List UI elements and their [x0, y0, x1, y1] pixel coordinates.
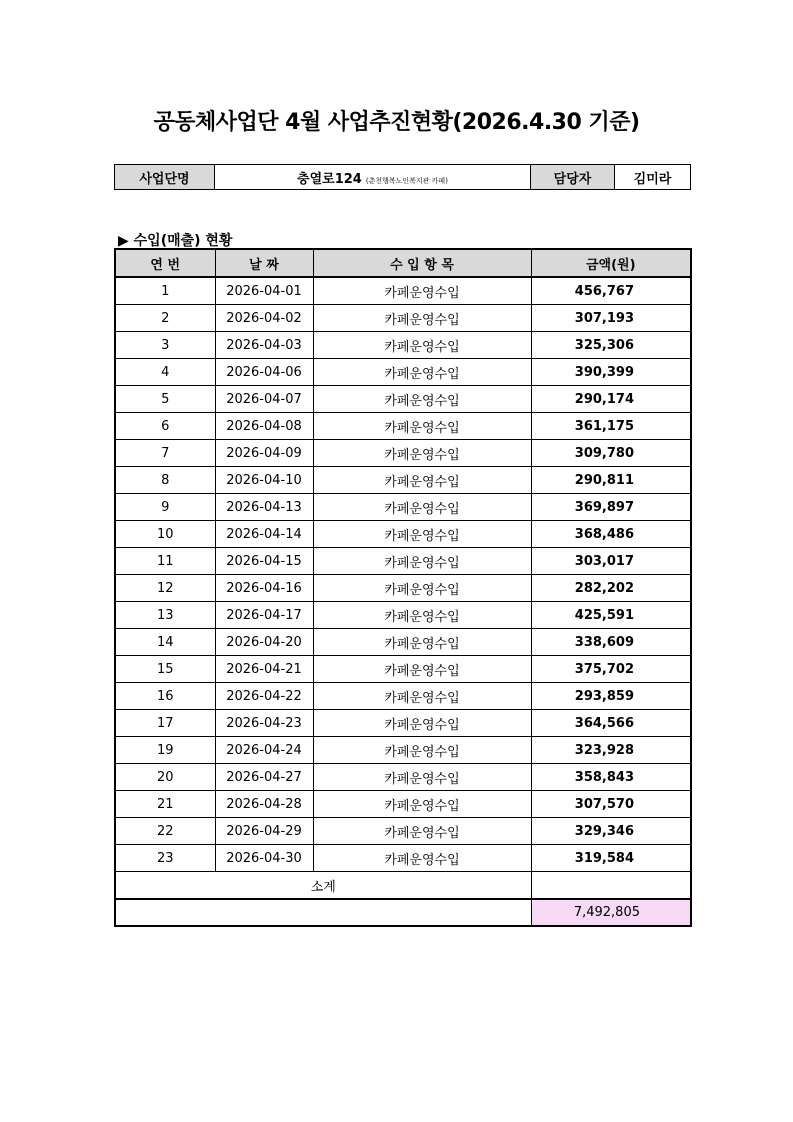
- row-number: 12: [115, 575, 215, 602]
- table-row: [115, 656, 691, 683]
- row-amount: 358,843: [531, 764, 691, 791]
- section-title: ▶ 수입(매출) 현황: [118, 233, 233, 249]
- row-date: 2026-04-10: [215, 467, 313, 494]
- row-amount: 282,202: [531, 575, 691, 602]
- row-date: 2026-04-03: [215, 332, 313, 359]
- row-amount: 303,017: [531, 548, 691, 575]
- table-row: [115, 602, 691, 629]
- manager-name: 김미라: [615, 165, 691, 190]
- row-amount: 290,811: [531, 467, 691, 494]
- table-row: [115, 575, 691, 602]
- row-number: 20: [115, 764, 215, 791]
- org-name-cell: [215, 165, 531, 190]
- manager-label: 담당자: [531, 165, 615, 190]
- row-amount: 369,897: [531, 494, 691, 521]
- row-item: 카페운영수입: [313, 359, 531, 386]
- row-item: 카페운영수입: [313, 791, 531, 818]
- row-number: 9: [115, 494, 215, 521]
- row-number: 15: [115, 656, 215, 683]
- table-row: [115, 845, 691, 872]
- total-label: [115, 899, 531, 926]
- row-number: 4: [115, 359, 215, 386]
- table-body: [115, 277, 691, 872]
- table-row: [115, 791, 691, 818]
- row-item: 카페운영수입: [313, 413, 531, 440]
- row-date: 2026-04-29: [215, 818, 313, 845]
- table-row: [115, 386, 691, 413]
- table-row: [115, 305, 691, 332]
- table-row: [115, 521, 691, 548]
- row-item: 카페운영수입: [313, 548, 531, 575]
- row-number: 3: [115, 332, 215, 359]
- revenue-table: [114, 248, 692, 927]
- row-item: 카페운영수입: [313, 845, 531, 872]
- row-date: 2026-04-22: [215, 683, 313, 710]
- row-amount: 309,780: [531, 440, 691, 467]
- row-amount: 368,486: [531, 521, 691, 548]
- total-amount: 7,492,805: [531, 899, 691, 926]
- table-row: [115, 494, 691, 521]
- row-date: 2026-04-23: [215, 710, 313, 737]
- row-amount: 319,584: [531, 845, 691, 872]
- row-item: 카페운영수입: [313, 737, 531, 764]
- table-row: [115, 332, 691, 359]
- row-item: 카페운영수입: [313, 440, 531, 467]
- header-item: 수 입 항 목: [313, 249, 531, 277]
- row-item: 카페운영수입: [313, 467, 531, 494]
- row-number: 14: [115, 629, 215, 656]
- row-amount: 375,702: [531, 656, 691, 683]
- table-row: [115, 629, 691, 656]
- table-row: [115, 413, 691, 440]
- row-number: 8: [115, 467, 215, 494]
- row-date: 2026-04-06: [215, 359, 313, 386]
- header-no: 연 번: [115, 249, 215, 277]
- table-row: [115, 764, 691, 791]
- row-date: 2026-04-09: [215, 440, 313, 467]
- org-subtitle: (춘천행복노인복지관 카페): [365, 176, 448, 185]
- row-date: 2026-04-17: [215, 602, 313, 629]
- row-amount: 325,306: [531, 332, 691, 359]
- header-amount: 금액(원): [531, 249, 691, 277]
- table-row: [115, 440, 691, 467]
- row-date: 2026-04-01: [215, 277, 313, 305]
- row-item: 카페운영수입: [313, 602, 531, 629]
- row-date: 2026-04-30: [215, 845, 313, 872]
- table-row: [115, 710, 691, 737]
- table-row: [115, 359, 691, 386]
- row-number: 17: [115, 710, 215, 737]
- row-amount: 329,346: [531, 818, 691, 845]
- table-row: [115, 818, 691, 845]
- business-info-row: [115, 165, 691, 190]
- row-number: 7: [115, 440, 215, 467]
- table-row: [115, 467, 691, 494]
- row-number: 11: [115, 548, 215, 575]
- subtotal-value: [531, 872, 691, 900]
- org-label: 사업단명: [115, 165, 215, 190]
- subtotal-row: [115, 872, 691, 900]
- row-number: 6: [115, 413, 215, 440]
- row-item: 카페운영수입: [313, 521, 531, 548]
- row-item: 카페운영수입: [313, 656, 531, 683]
- row-date: 2026-04-20: [215, 629, 313, 656]
- row-number: 22: [115, 818, 215, 845]
- row-amount: 364,566: [531, 710, 691, 737]
- table-row: [115, 548, 691, 575]
- row-date: 2026-04-08: [215, 413, 313, 440]
- row-amount: 425,591: [531, 602, 691, 629]
- row-date: 2026-04-28: [215, 791, 313, 818]
- row-item: 카페운영수입: [313, 386, 531, 413]
- row-number: 10: [115, 521, 215, 548]
- row-number: 1: [115, 277, 215, 305]
- row-item: 카페운영수입: [313, 575, 531, 602]
- row-number: 23: [115, 845, 215, 872]
- row-amount: 361,175: [531, 413, 691, 440]
- document-title: 공동체사업단 4월 사업추진현황(2026.4.30 기준): [153, 110, 640, 135]
- row-date: 2026-04-13: [215, 494, 313, 521]
- row-item: 카페운영수입: [313, 629, 531, 656]
- row-item: 카페운영수입: [313, 818, 531, 845]
- business-info-table: [114, 164, 691, 190]
- row-date: 2026-04-24: [215, 737, 313, 764]
- row-date: 2026-04-07: [215, 386, 313, 413]
- header-date: 날 짜: [215, 249, 313, 277]
- row-amount: 290,174: [531, 386, 691, 413]
- row-date: 2026-04-16: [215, 575, 313, 602]
- row-item: 카페운영수입: [313, 332, 531, 359]
- row-date: 2026-04-21: [215, 656, 313, 683]
- table-row: [115, 683, 691, 710]
- row-amount: 307,193: [531, 305, 691, 332]
- row-date: 2026-04-27: [215, 764, 313, 791]
- total-row: [115, 899, 691, 926]
- subtotal-label: 소계: [115, 872, 531, 900]
- row-amount: 323,928: [531, 737, 691, 764]
- row-number: 2: [115, 305, 215, 332]
- row-item: 카페운영수입: [313, 494, 531, 521]
- row-amount: 293,859: [531, 683, 691, 710]
- row-item: 카페운영수입: [313, 764, 531, 791]
- row-item: 카페운영수입: [313, 683, 531, 710]
- row-number: 19: [115, 737, 215, 764]
- row-item: 카페운영수입: [313, 305, 531, 332]
- row-number: 13: [115, 602, 215, 629]
- row-amount: 456,767: [531, 277, 691, 305]
- row-amount: 338,609: [531, 629, 691, 656]
- table-header-row: [115, 249, 691, 277]
- table-row: [115, 277, 691, 305]
- row-amount: 390,399: [531, 359, 691, 386]
- row-number: 16: [115, 683, 215, 710]
- row-amount: 307,570: [531, 791, 691, 818]
- row-number: 21: [115, 791, 215, 818]
- row-date: 2026-04-15: [215, 548, 313, 575]
- row-date: 2026-04-02: [215, 305, 313, 332]
- row-number: 5: [115, 386, 215, 413]
- row-date: 2026-04-14: [215, 521, 313, 548]
- table-row: [115, 737, 691, 764]
- row-item: 카페운영수입: [313, 277, 531, 305]
- row-item: 카페운영수입: [313, 710, 531, 737]
- org-name: 충열로124: [297, 171, 362, 187]
